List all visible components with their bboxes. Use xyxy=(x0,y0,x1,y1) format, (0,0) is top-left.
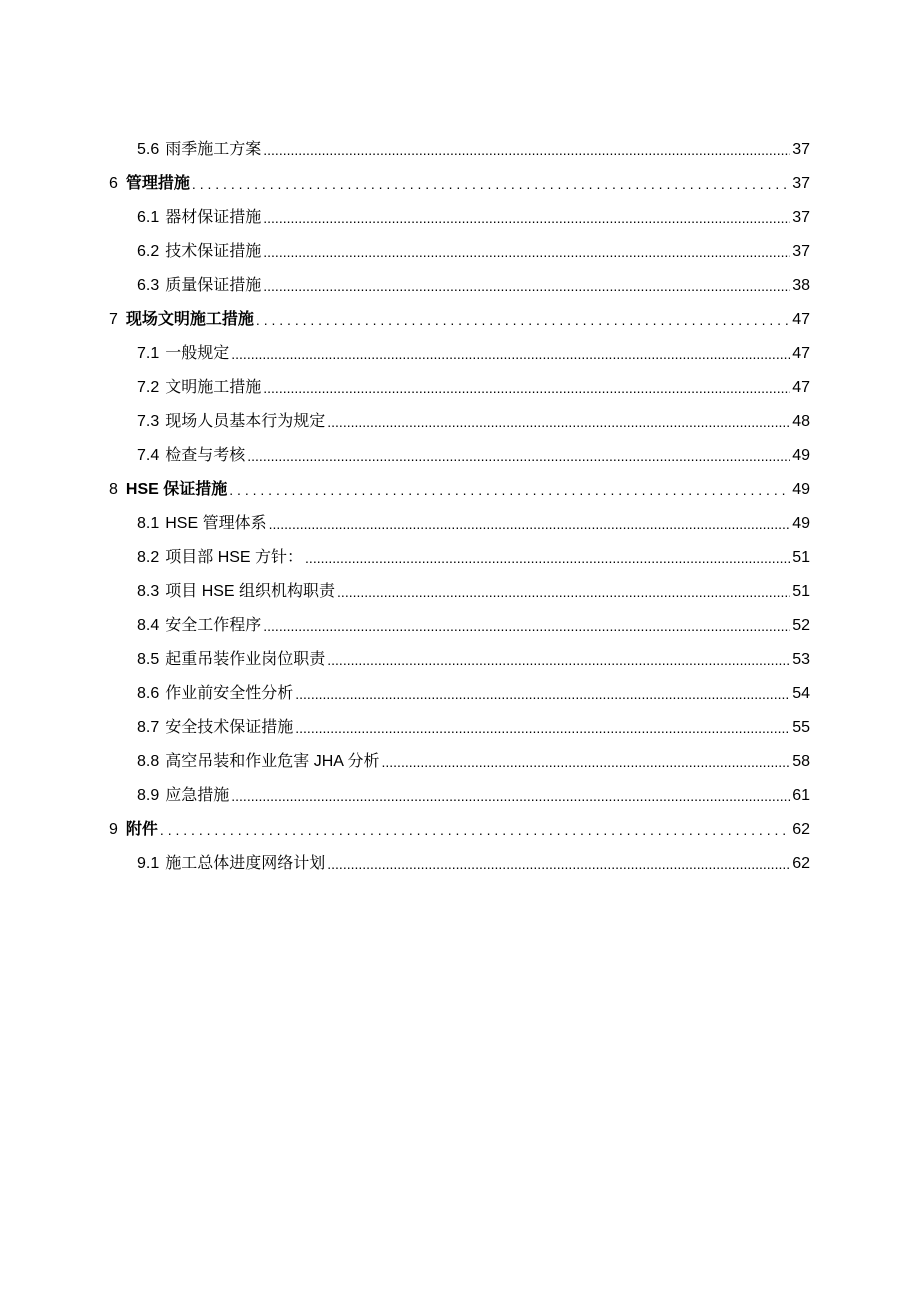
toc-chapter-entry[interactable] xyxy=(0,813,810,847)
toc-entry-page: 38 xyxy=(792,277,810,294)
toc-entry-number: 8.5 xyxy=(137,651,160,668)
dot-leader xyxy=(263,378,790,398)
toc-entry-page: 54 xyxy=(792,685,810,702)
toc-entry-page: 55 xyxy=(792,719,810,736)
toc-entry-page: 49 xyxy=(792,447,810,464)
toc-entry-number: 8.9 xyxy=(137,787,160,804)
toc-entry-title: 管理措施 xyxy=(125,175,190,192)
toc-entry-number: 6.2 xyxy=(137,243,160,260)
dot-leader xyxy=(263,242,790,262)
toc-entry[interactable] xyxy=(0,269,810,303)
dot-leader xyxy=(295,684,790,704)
toc-entry-title: 现场人员基本行为规定 xyxy=(165,413,326,430)
toc-entry-page: 51 xyxy=(792,583,810,600)
dot-leader xyxy=(382,752,791,772)
toc-entry-title: 质量保证措施 xyxy=(165,277,262,294)
toc-entry-page: 37 xyxy=(792,141,810,158)
toc-entry-title: 高空吊装和作业危害 JHA 分析 xyxy=(165,753,380,770)
toc-entry[interactable] xyxy=(0,371,810,405)
toc-entry-title: HSE 管理体系 xyxy=(165,515,267,532)
toc-entry-title: 起重吊装作业岗位职责 xyxy=(165,651,326,668)
toc-entry-page: 47 xyxy=(792,345,810,362)
dot-leader xyxy=(263,208,790,228)
toc-entry[interactable] xyxy=(0,133,810,167)
toc-entry-title: 施工总体进度网络计划 xyxy=(165,855,326,872)
toc-entry-title: 检查与考核 xyxy=(165,447,246,464)
toc-entry-number: 8.1 xyxy=(137,515,160,532)
toc-entry-number: 6.3 xyxy=(137,277,160,294)
toc-entry-title: 一般规定 xyxy=(165,345,230,362)
toc-entry-title: 文明施工措施 xyxy=(165,379,262,396)
toc-entry[interactable] xyxy=(0,507,810,541)
toc-entry-number: 8.7 xyxy=(137,719,160,736)
toc-entry-title: 附件 xyxy=(125,821,158,838)
toc-entry-title: 项目 HSE 组织机构职责 xyxy=(165,583,336,600)
toc-entry-title: 应急措施 xyxy=(165,787,230,804)
toc-entry-page: 37 xyxy=(792,243,810,260)
toc-entry-title: 安全技术保证措施 xyxy=(165,719,294,736)
toc-entry-number: 8.6 xyxy=(137,685,160,702)
toc-chapter-entry[interactable] xyxy=(0,303,810,337)
toc-entry-page: 52 xyxy=(792,617,810,634)
dot-leader xyxy=(231,786,790,806)
toc-entry-number: 6.1 xyxy=(137,209,160,226)
dot-leader xyxy=(269,514,791,534)
toc-entry-page: 62 xyxy=(792,821,810,838)
toc-entry[interactable] xyxy=(0,643,810,677)
toc-entry-page: 47 xyxy=(792,379,810,396)
toc-entry[interactable] xyxy=(0,847,810,881)
dot-leader xyxy=(327,854,790,874)
toc-entry[interactable] xyxy=(0,201,810,235)
dot-leader xyxy=(247,446,790,466)
toc-entry-title: HSE 保证措施 xyxy=(125,481,228,498)
toc-entry-number: 7.4 xyxy=(137,447,160,464)
toc-entry-title: 雨季施工方案 xyxy=(165,141,262,158)
toc-entry-page: 37 xyxy=(792,175,810,192)
toc-entry-number: 5.6 xyxy=(137,141,160,158)
toc-entry[interactable] xyxy=(0,337,810,371)
toc-entry[interactable] xyxy=(0,405,810,439)
toc-entry-title: 现场文明施工措施 xyxy=(125,311,254,328)
dot-leader xyxy=(295,718,790,738)
toc-entry-page: 62 xyxy=(792,855,810,872)
dot-leader xyxy=(337,582,790,602)
toc-entry[interactable] xyxy=(0,745,810,779)
toc-entry-page: 47 xyxy=(792,311,810,328)
dot-leader xyxy=(160,820,790,840)
dot-leader xyxy=(327,412,790,432)
toc-entry-number: 8.4 xyxy=(137,617,160,634)
dot-leader xyxy=(229,480,790,500)
toc-entry-number: 7.2 xyxy=(137,379,160,396)
toc-entry-number: 7.1 xyxy=(137,345,160,362)
dot-leader xyxy=(263,616,790,636)
toc-entry-title: 项目部 HSE 方针： xyxy=(165,549,304,566)
toc-entry[interactable] xyxy=(0,541,810,575)
toc-entry-number: 8.2 xyxy=(137,549,160,566)
dot-leader xyxy=(305,548,790,568)
toc-entry-title: 技术保证措施 xyxy=(165,243,262,260)
toc-entry-number: 8 xyxy=(109,481,118,498)
dot-leader xyxy=(263,140,790,160)
dot-leader xyxy=(192,174,790,194)
toc-entry-number: 8.3 xyxy=(137,583,160,600)
toc-entry[interactable] xyxy=(0,575,810,609)
toc-entry-number: 7 xyxy=(109,311,118,328)
toc-entry-page: 49 xyxy=(792,481,810,498)
toc-entry-number: 9.1 xyxy=(137,855,160,872)
toc-entry[interactable] xyxy=(0,711,810,745)
toc-entry[interactable] xyxy=(0,235,810,269)
toc-entry[interactable] xyxy=(0,677,810,711)
toc-entry-page: 58 xyxy=(792,753,810,770)
toc-entry-page: 61 xyxy=(792,787,810,804)
toc-entry[interactable] xyxy=(0,779,810,813)
toc-entry-title: 作业前安全性分析 xyxy=(165,685,294,702)
dot-leader xyxy=(231,344,790,364)
toc-entry[interactable] xyxy=(0,439,810,473)
dot-leader xyxy=(256,310,790,330)
toc-entry-number: 8.8 xyxy=(137,753,160,770)
toc-entry-page: 53 xyxy=(792,651,810,668)
toc-chapter-entry[interactable] xyxy=(0,167,810,201)
toc-entry-number: 6 xyxy=(109,175,118,192)
toc-chapter-entry[interactable] xyxy=(0,473,810,507)
toc-entry-number: 7.3 xyxy=(137,413,160,430)
toc-entry-page: 37 xyxy=(792,209,810,226)
toc-entry-page: 49 xyxy=(792,515,810,532)
toc-entry-page: 51 xyxy=(792,549,810,566)
toc-entry-title: 安全工作程序 xyxy=(165,617,262,634)
toc-entry[interactable] xyxy=(0,609,810,643)
dot-leader xyxy=(327,650,790,670)
toc-entry-page: 48 xyxy=(792,413,810,430)
dot-leader xyxy=(263,276,790,296)
toc-entry-title: 器材保证措施 xyxy=(165,209,262,226)
toc-entry-number: 9 xyxy=(109,821,118,838)
table-of-contents xyxy=(0,133,920,881)
